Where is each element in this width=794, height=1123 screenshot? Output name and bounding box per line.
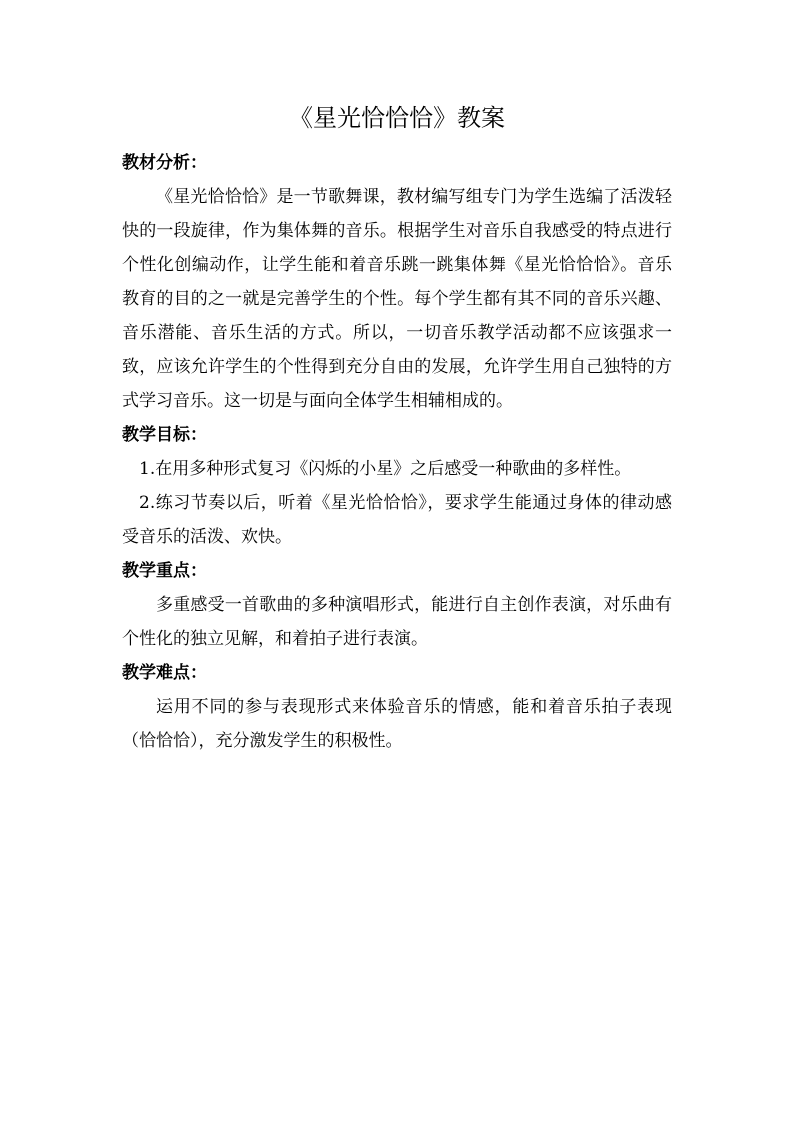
section-heading-teaching-goals: 教学目标：: [122, 425, 207, 445]
section-teaching-focus: [122, 554, 672, 656]
teaching-goal-item-2: 2.练习节奏以后，听着《星光恰恰恰》，要求学生能通过身体的律动感受音乐的活泼、欢快。: [122, 493, 672, 547]
teaching-goal-item-1: 1.在用多种形式复习《闪烁的小星》之后感受一种歌曲的多样性。: [139, 459, 632, 479]
material-analysis-paragraph: 《星光恰恰恰》是一节歌舞课，教材编写组专门为学生选编了活泼轻快的一段旋律，作为集体舞的音乐。根据学生对音乐自我感受的特点进行个性化创编动作，让学生能和着音乐跳一跳集体舞《星光恰恰恰》。音乐教育的目的之一就是完善学生的个性。每个学生都有其不同的音乐兴趣、音乐潜能、音乐生活的方式。所以，一切音乐教学活动都不应该强求一致，应该允许学生的个性得到充分自由的发展，允许学生用自己独特的方式学习音乐。这一切是与面向全体学生相辅相成的。: [122, 187, 672, 411]
section-heading-teaching-difficulty: 教学难点：: [122, 663, 207, 683]
document-title: 《星光恰恰恰》教案: [289, 104, 505, 132]
section-heading-material-analysis: 教材分析：: [122, 153, 207, 173]
section-material-analysis: [122, 146, 672, 418]
teaching-focus-paragraph: 多重感受一首歌曲的多种演唱形式，能进行自主创作表演，对乐曲有个性化的独立见解，和着拍子进行表演。: [122, 595, 672, 649]
document-content: [122, 98, 672, 758]
section-heading-teaching-focus: 教学重点：: [122, 561, 207, 581]
section-teaching-goals: [122, 418, 672, 554]
section-teaching-difficulty: [122, 656, 672, 758]
teaching-difficulty-paragraph: 运用不同的参与表现形式来体验音乐的情感，能和着音乐拍子表现（恰恰恰），充分激发学生的积极性。: [122, 697, 672, 751]
